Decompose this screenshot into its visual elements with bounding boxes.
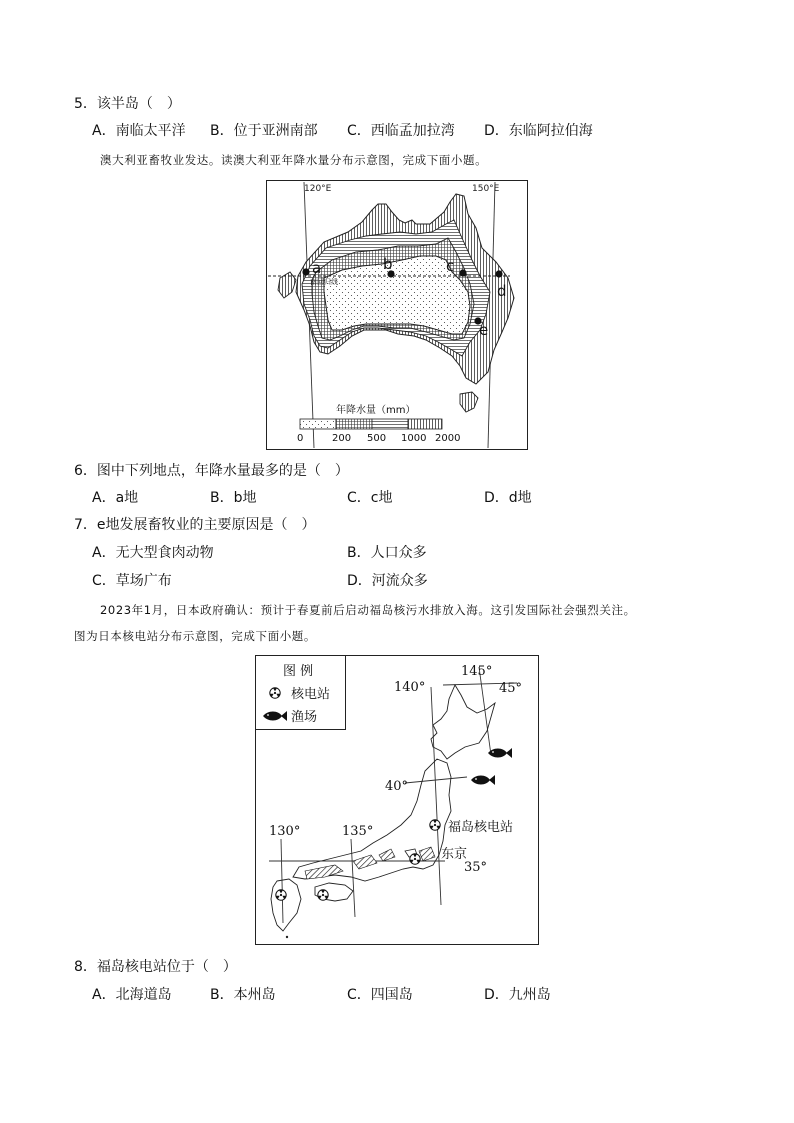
- legend-tick-0: 0: [297, 433, 304, 444]
- q7-option-d: D．河流众多: [347, 573, 428, 589]
- lat-40-label: 40°: [385, 779, 409, 794]
- q5-option-a: A．南临太平洋: [92, 123, 186, 139]
- q7-option-c: C．草场广布: [92, 573, 172, 589]
- legend-swatch-1000-2000: [408, 419, 442, 429]
- fukushima-nuclear-icon: [430, 820, 440, 830]
- q5-option-b: B．位于亚洲南部: [210, 123, 318, 139]
- intro-australia: 澳大利亚畜牧业发达。读澳大利亚年降水量分布示意图，完成下面小题。: [100, 153, 488, 167]
- point-b-label: b: [383, 255, 393, 273]
- point-d: [495, 270, 502, 277]
- q8-option-d: D．九州岛: [484, 987, 551, 1003]
- q8-option-b: B．本州岛: [210, 987, 276, 1003]
- lon-145-label: 145°: [461, 664, 493, 679]
- point-e-label: e: [479, 321, 489, 339]
- q8-option-c: C．四国岛: [347, 987, 413, 1003]
- q5-stem: 5．该半岛（ ）: [74, 96, 181, 112]
- legend-title: 图 例: [283, 664, 314, 679]
- q5-option-d: D．东临阿拉伯海: [484, 123, 593, 139]
- lon-130-label: 130°: [269, 824, 301, 839]
- point-c-label: c: [446, 257, 455, 275]
- lon-150-label: 150°E: [472, 184, 500, 194]
- q8-option-a: A．北海道岛: [92, 987, 172, 1003]
- fukushima-label: 福岛核电站: [448, 820, 514, 835]
- shikoku-nuclear-icon: [318, 890, 328, 900]
- q6-option-d: D．d地: [484, 490, 532, 506]
- legend-tick-500: 500: [367, 433, 387, 444]
- point-a-label: a: [312, 259, 322, 277]
- legend-swatch-0-200: [300, 419, 336, 429]
- q7-option-a: A．无大型食肉动物: [92, 545, 214, 561]
- japan-nuclear-map: [255, 655, 539, 945]
- small-island-dot: [286, 936, 288, 938]
- lon-135-label: 135°: [342, 824, 374, 839]
- legend-title: 年降水量（mm）: [336, 405, 416, 416]
- point-c: [459, 269, 466, 276]
- lon-120-label: 120°E: [304, 184, 332, 194]
- tokyo-label: 东京: [441, 847, 468, 862]
- lat-45-label: 45°: [499, 681, 523, 696]
- intro-japan-line1: 2023年1月，日本政府确认：预计于春夏前后启动福岛核污水排放入海。这引发国际社会强烈关注。: [100, 603, 636, 617]
- legend-fishery-label: 渔场: [291, 710, 318, 725]
- lat-35-label: 35°: [464, 860, 488, 875]
- legend-swatch-500-1000: [372, 419, 408, 429]
- intro-japan-line2: 图为日本核电站分布示意图，完成下面小题。: [74, 629, 316, 643]
- q6-stem: 6．图中下列地点，年降水量最多的是（ ）: [74, 463, 349, 479]
- point-a: [302, 268, 309, 275]
- q8-stem: 8．福岛核电站位于（ ）: [74, 959, 237, 975]
- q7-option-b: B．人口众多: [347, 545, 427, 561]
- q6-option-c: C．c地: [347, 490, 393, 506]
- q6-option-b: B．b地: [210, 490, 257, 506]
- q5-option-c: C．西临孟加拉湾: [347, 123, 455, 139]
- q7-stem: 7．e地发展畜牧业的主要原因是（ ）: [74, 517, 316, 533]
- legend-nuclear-icon: [270, 688, 280, 698]
- point-d-label: d: [497, 282, 507, 300]
- tropic-label: 南回归线: [310, 278, 338, 286]
- legend-tick-200: 200: [332, 433, 352, 444]
- q6-option-a: A．a地: [92, 490, 139, 506]
- kyushu-nuclear-icon: [276, 890, 286, 900]
- legend-nuclear-label: 核电站: [291, 687, 331, 702]
- australia-precipitation-map: [266, 180, 528, 450]
- lon-140-label: 140°: [394, 680, 426, 695]
- legend-tick-2000: 2000: [435, 433, 461, 444]
- legend-tick-1000: 1000: [401, 433, 427, 444]
- tokyo-area-nuclear-icon: [410, 854, 420, 864]
- legend-swatch-200-500: [336, 419, 372, 429]
